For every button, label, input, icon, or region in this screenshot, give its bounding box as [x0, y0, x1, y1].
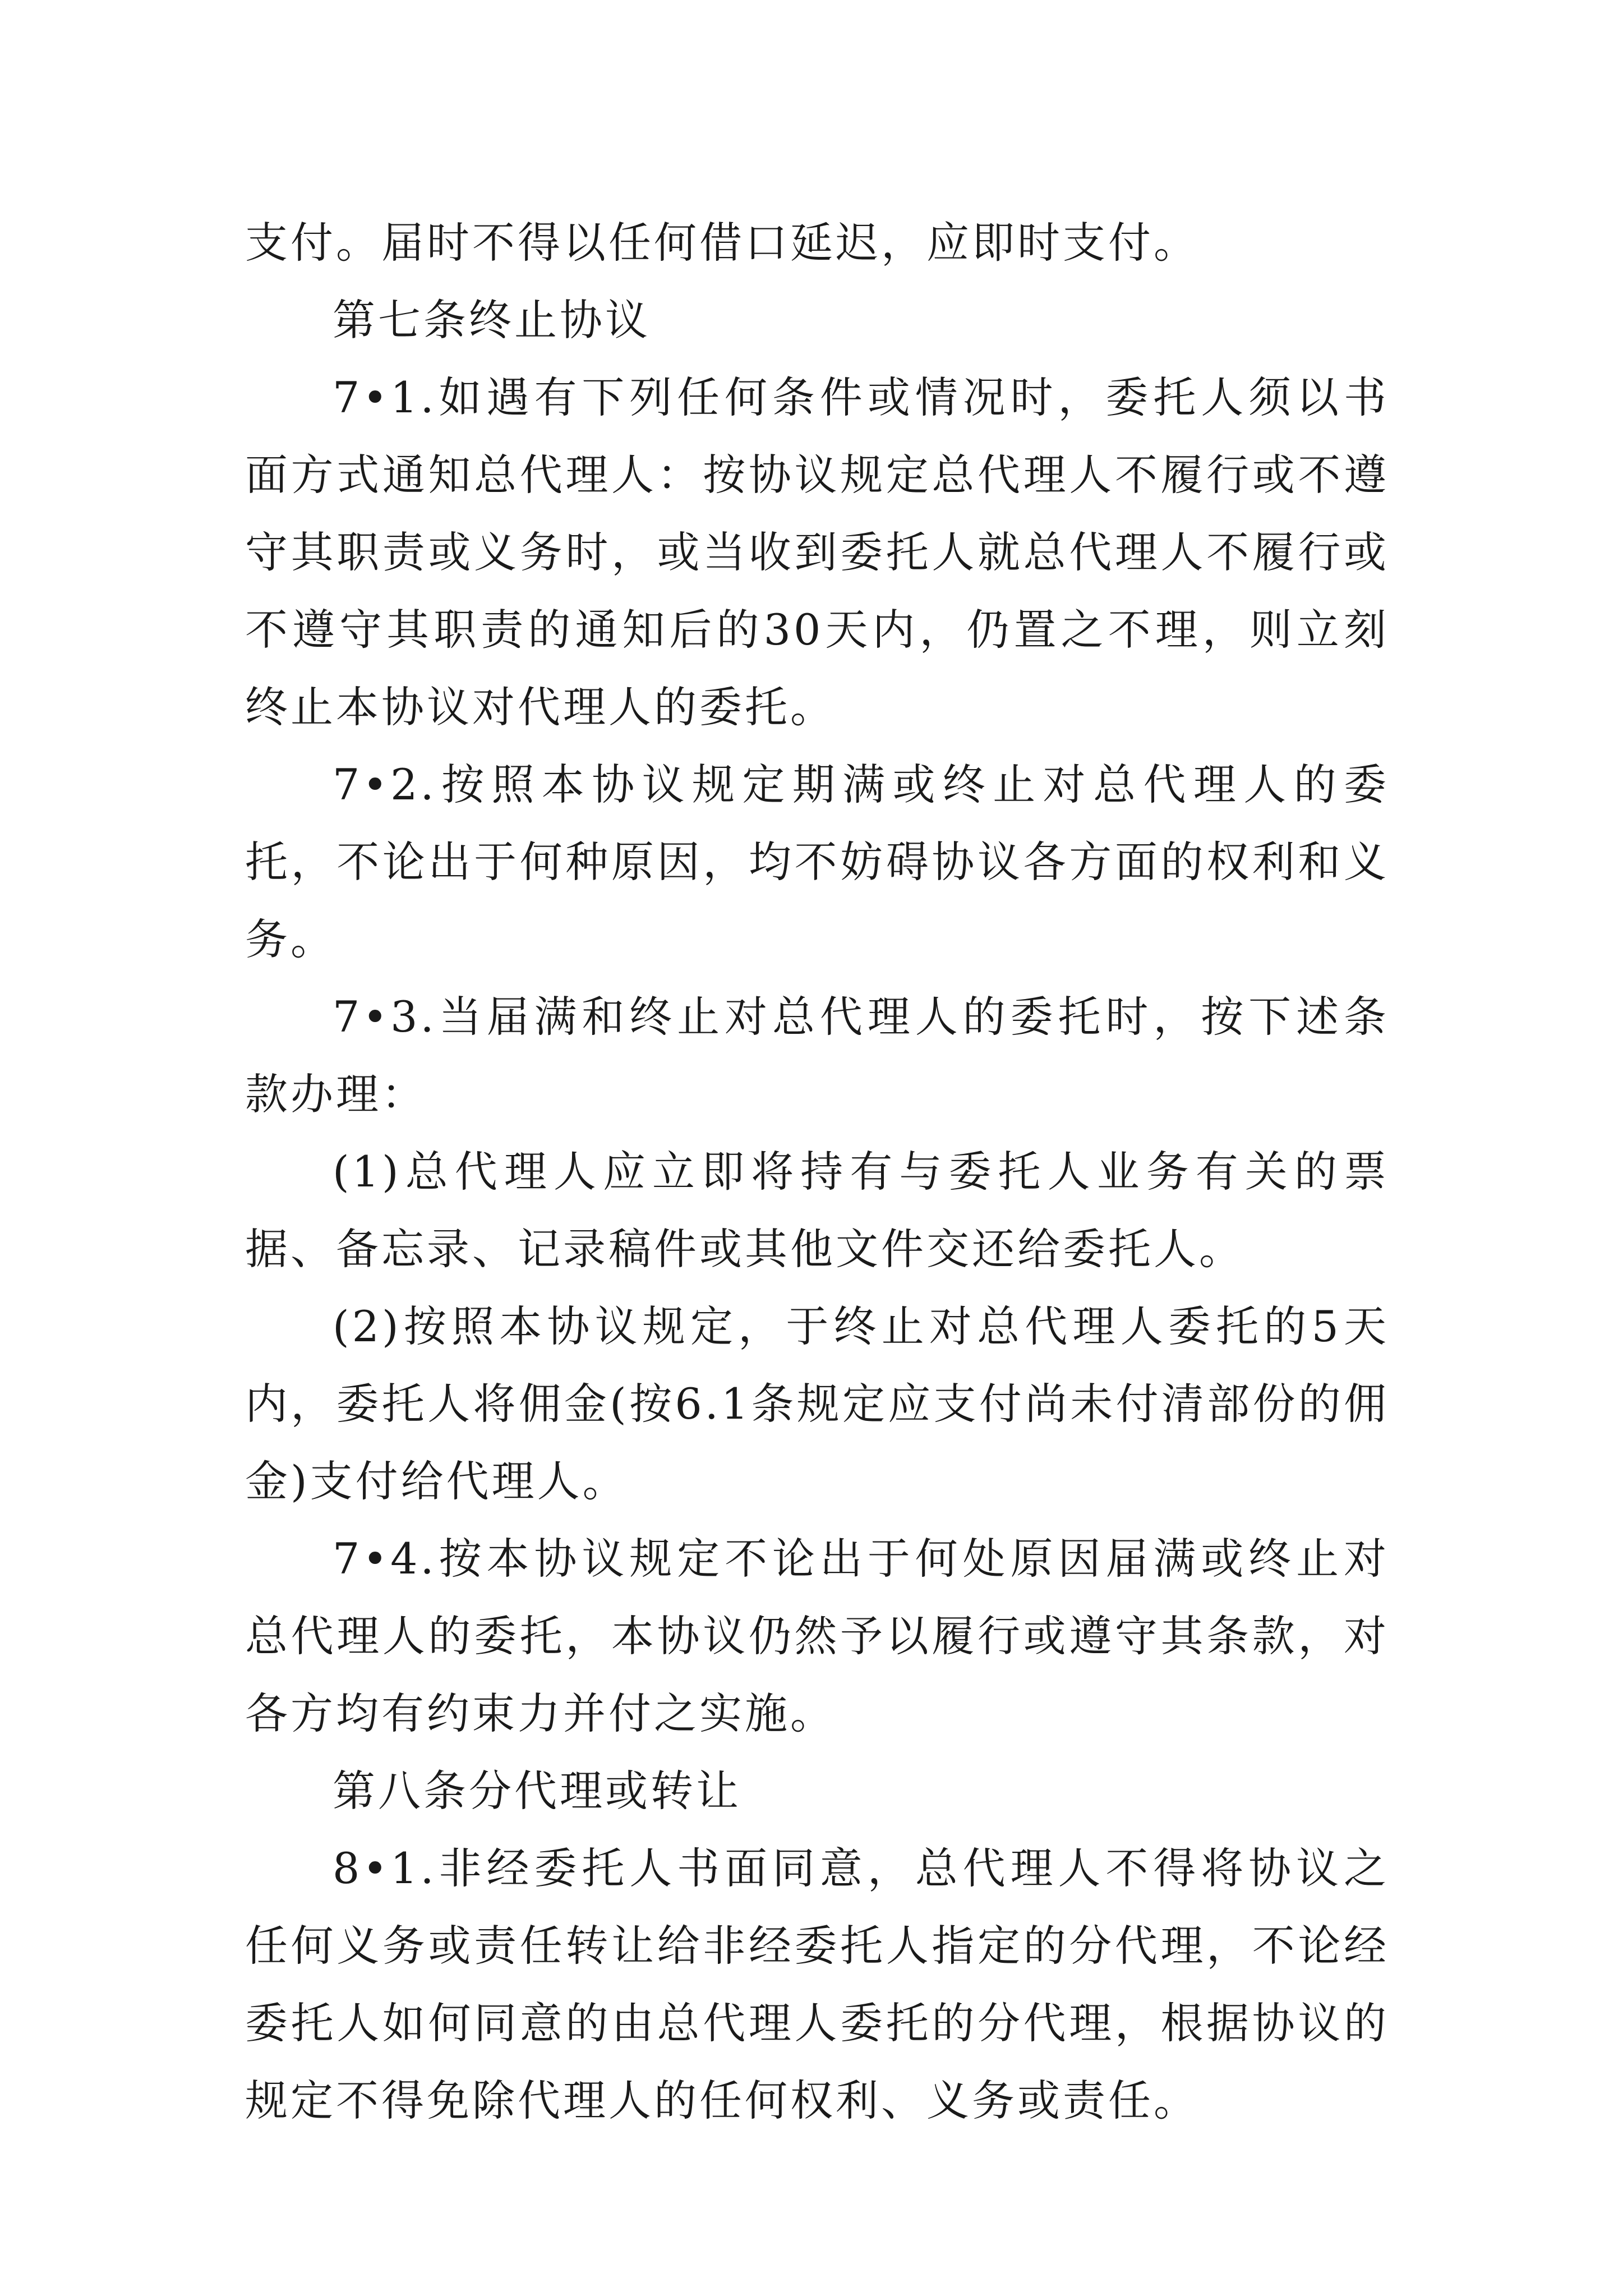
article-8-heading: 第八条分代理或转让: [333, 1766, 741, 1816]
document-body: [245, 204, 1389, 2139]
clause-7-1: 7•1.如遇有下列任何条件或情况时，委托人须以书面方式通知总代理人：按协议规定总代理人不履行或不遵守其职责或义务时，或当收到委托人就总代理人不履行或不遵守其职责的通知后的30天内，仍置之不理，则立刻终止本协议对代理人的委托。: [245, 372, 1389, 732]
clause-7-2: 7•2.按照本协议规定期满或终止对总代理人的委托，不论出于何种原因，均不妨碍协议各方面的权利和义务。: [245, 760, 1389, 964]
clause-7-3: 7•3.当届满和终止对总代理人的委托时，按下述条款办理：: [245, 992, 1389, 1119]
clause-7-4: 7•4.按本协议规定不论出于何处原因届满或终止对总代理人的委托，本协议仍然予以履行或遵守其条款，对各方均有约束力并付之实施。: [245, 1534, 1389, 1738]
clause-7-3-item-1: (1)总代理人应立即将持有与委托人业务有关的票据、备忘录、记录稿件或其他文件交还给委托人。: [245, 1147, 1389, 1274]
article-7-heading: 第七条终止协议: [333, 295, 651, 345]
paragraph-payment-tail: 支付。届时不得以任何借口延迟，应即时支付。: [245, 218, 1199, 268]
clause-7-3-item-2: (2)按照本协议规定，于终止对总代理人委托的5天内，委托人将佣金(按6.1条规定应支付尚未付清部份的佣金)支付给代理人。: [245, 1301, 1389, 1506]
clause-8-1: 8•1.非经委托人书面同意，总代理人不得将协议之任何义务或责任转让给非经委托人指定的分代理，不论经委托人如何同意的由总代理人委托的分代理，根据协议的规定不得免除代理人的任何权利、义务或责任。: [245, 1843, 1389, 2125]
